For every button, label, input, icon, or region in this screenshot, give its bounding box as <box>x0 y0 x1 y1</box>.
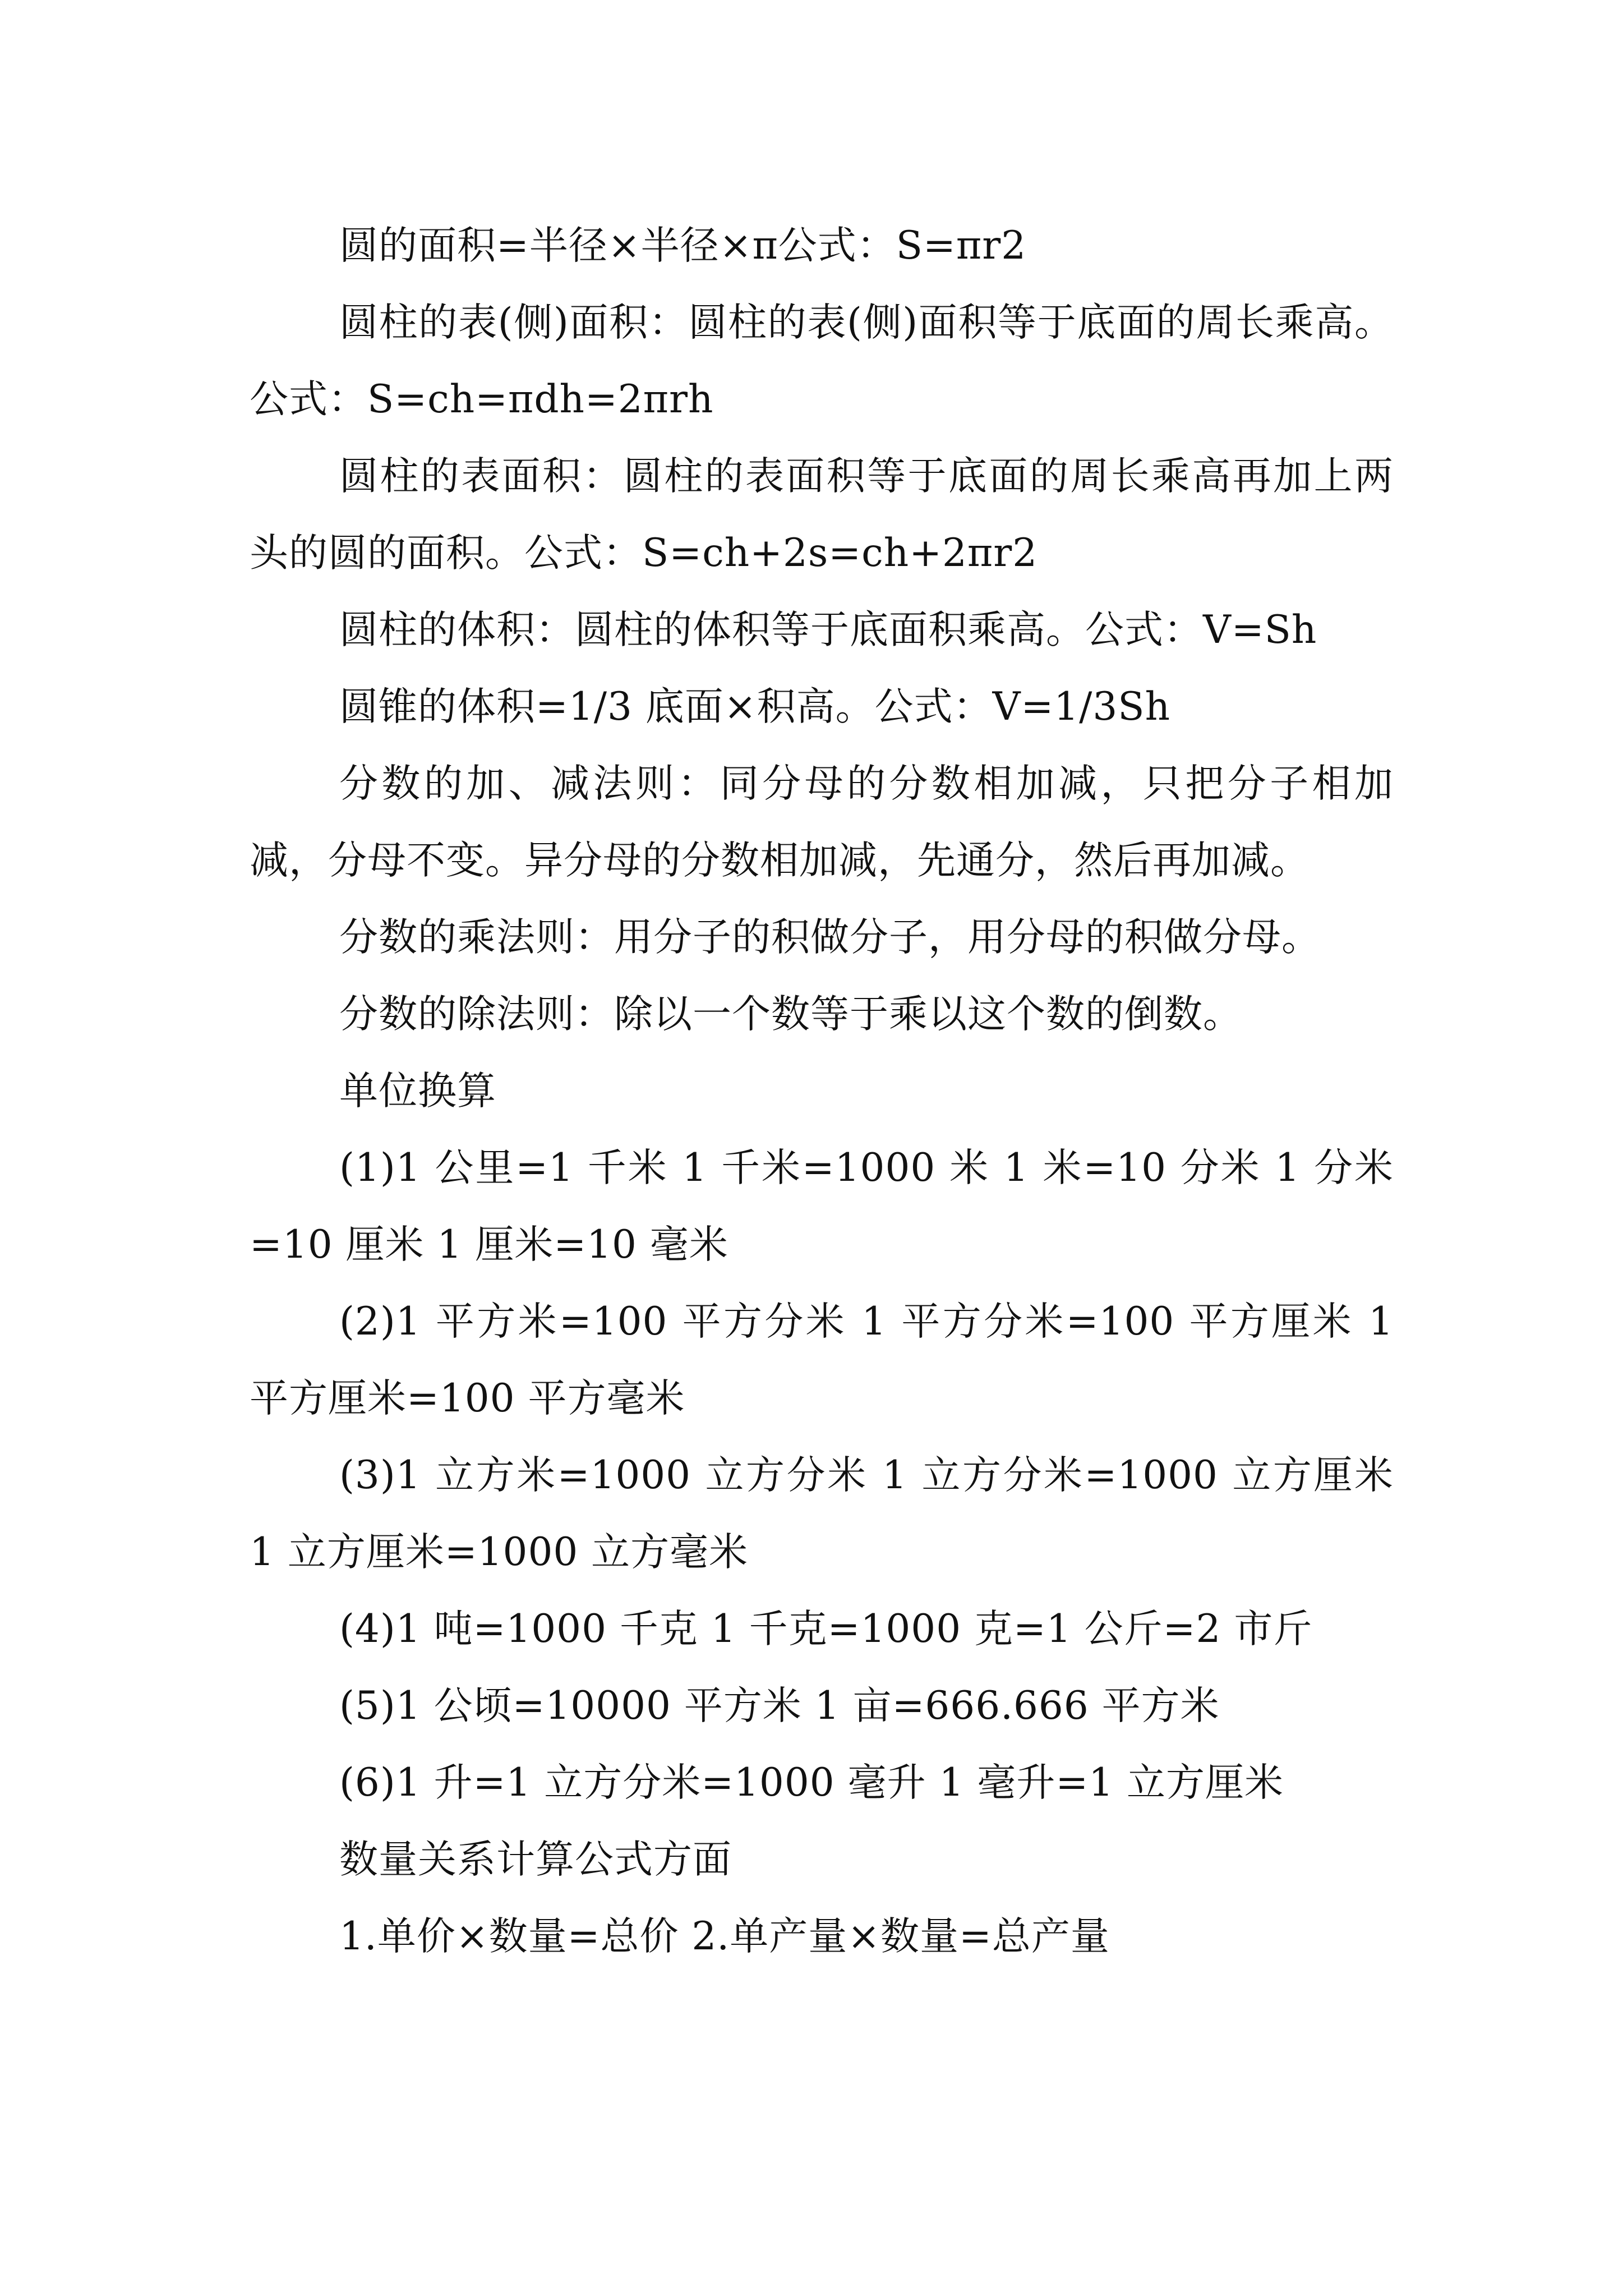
paragraph-cone-volume: 圆锥的体积=1/3 底面×积高。公式：V=1/3Sh <box>339 684 1171 729</box>
paragraph-price-formulas: 1.单价×数量=总价 2.单产量×数量=总产量 <box>339 1914 1110 1959</box>
paragraph-cylinder-surface-area: 圆柱的表面积：圆柱的表面积等于底面的周长乘高再加上两头的圆的面积。公式：S=ch+2s=ch+2πr2 <box>250 454 1394 576</box>
paragraph-mass-units: (4)1 吨=1000 千克 1 千克=1000 克=1 公斤=2 市斤 <box>339 1607 1313 1651</box>
paragraph-fraction-multiply: 分数的乘法则：用分子的积做分子，用分母的积做分母。 <box>339 915 1321 960</box>
document-body <box>250 208 1394 1975</box>
paragraph-cylinder-volume: 圆柱的体积：圆柱的体积等于底面积乘高。公式：V=Sh <box>339 608 1317 652</box>
heading-quantity-relations: 数量关系计算公式方面 <box>339 1837 732 1882</box>
paragraph-cylinder-lateral-area: 圆柱的表(侧)面积：圆柱的表(侧)面积等于底面的周长乘高。公式：S=ch=πdh=2πrh <box>250 300 1394 422</box>
paragraph-circle-area: 圆的面积=半径×半径×π公式：S=πr2 <box>339 223 1027 268</box>
paragraph-fraction-add-subtract: 分数的加、减法则：同分母的分数相加减，只把分子相加减，分母不变。异分母的分数相加减，先通分，然后再加减。 <box>250 761 1394 883</box>
paragraph-length-units: (1)1 公里=1 千米 1 千米=1000 米 1 米=10 分米 1 分米=10 厘米 1 厘米=10 毫米 <box>250 1145 1394 1267</box>
paragraph-capacity-units: (6)1 升=1 立方分米=1000 毫升 1 毫升=1 立方厘米 <box>339 1760 1284 1805</box>
paragraph-area-units: (2)1 平方米=100 平方分米 1 平方分米=100 平方厘米 1 平方厘米=100 平方毫米 <box>250 1299 1394 1421</box>
paragraph-land-area-units: (5)1 公顷=10000 平方米 1 亩=666.666 平方米 <box>339 1683 1220 1728</box>
paragraph-fraction-divide: 分数的除法则：除以一个数等于乘以这个数的倒数。 <box>339 992 1242 1037</box>
heading-unit-conversion: 单位换算 <box>339 1069 496 1114</box>
paragraph-volume-units: (3)1 立方米=1000 立方分米 1 立方分米=1000 立方厘米 1 立方厘米=1000 立方毫米 <box>250 1453 1394 1575</box>
